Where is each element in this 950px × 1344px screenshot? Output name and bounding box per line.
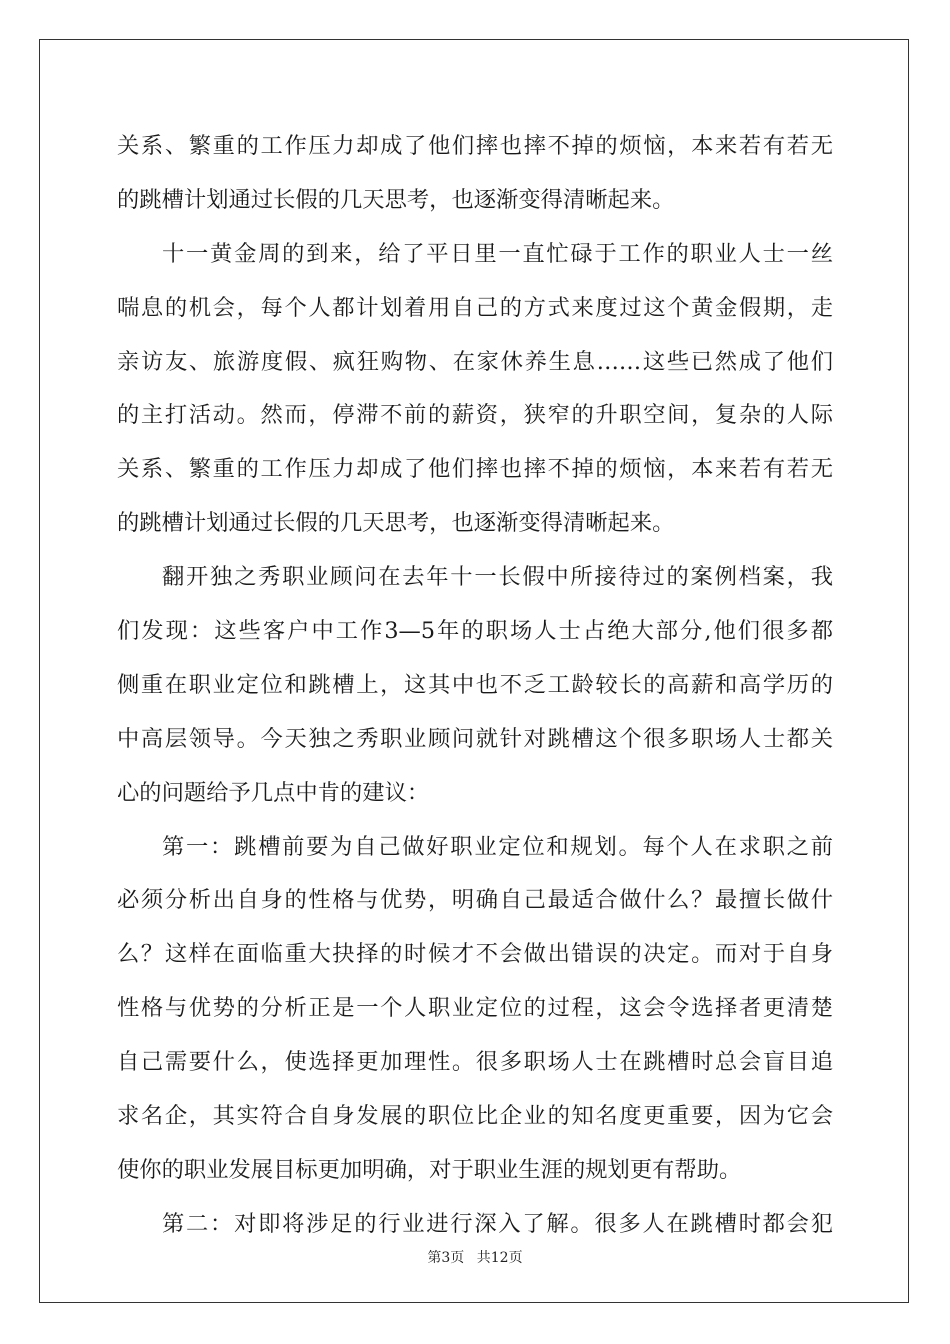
paragraph-start: 翻开独之秀职业顾问在去年十一长假中所接待过的案例档案，我 (162, 564, 833, 591)
paragraph-start: 第二：对即将涉足的行业进行深入了解。很多人在跳槽时都会犯 (162, 1210, 833, 1237)
text-line: 侧重在职业定位和跳槽上，这其中也不乏工龄较长的高薪和高学历的 (117, 671, 833, 698)
paragraph-start: 第一：跳槽前要为自己做好职业定位和规划。每个人在求职之前 (162, 833, 833, 860)
page-total: 共12页 (476, 1250, 523, 1266)
text-line: 关系、繁重的工作压力却成了他们摔也摔不掉的烦恼，本来若有若无 (117, 133, 833, 159)
text-line: 的跳槽计划通过长假的几天思考，也逐渐变得清晰起来。 (117, 510, 675, 537)
text-line: 们发现：这些客户中工作3—5年的职场人士占绝大部分,他们很多都 (117, 618, 833, 645)
text-line: 求名企，其实符合自身发展的职位比企业的知名度更重要，因为它会 (117, 1103, 833, 1130)
text-line: 么？这样在面临重大抉择的时候才不会做出错误的决定。而对于自身 (117, 941, 833, 968)
text-line: 亲访友、旅游度假、疯狂购物、在家休养生息……这些已然成了他们 (117, 348, 833, 375)
text-line: 的跳槽计划通过长假的几天思考，也逐渐变得清晰起来。 (117, 186, 675, 213)
text-line: 必须分析出自身的性格与优势，明确自己最适合做什么？最擅长做什 (117, 887, 833, 914)
text-line: 性格与优势的分析正是一个人职业定位的过程，这会令选择者更清楚 (117, 995, 833, 1022)
text-line: 的主打活动。然而，停滞不前的薪资，狭窄的升职空间，复杂的人际 (117, 402, 833, 429)
document-body (117, 120, 833, 1252)
text-line: 使你的职业发展目标更加明确，对于职业生涯的规划更有帮助。 (117, 1156, 742, 1183)
text-line: 喘息的机会，每个人都计划着用自己的方式来度过这个黄金假期，走 (117, 294, 833, 321)
paragraph-start: 十一黄金周的到来，给了平日里一直忙碌于工作的职业人士一丝 (162, 240, 833, 267)
page-number: 第3页 (427, 1250, 465, 1266)
page-footer (0, 1247, 950, 1267)
text-line: 心的问题给予几点中肯的建议： (117, 779, 430, 806)
text-line: 自己需要什么，使选择更加理性。很多职场人士在跳槽时总会盲目追 (117, 1049, 833, 1076)
text-line: 关系、繁重的工作压力却成了他们摔也摔不掉的烦恼，本来若有若无 (117, 456, 833, 483)
text-line: 中高层领导。今天独之秀职业顾问就针对跳槽这个很多职场人士都关 (117, 725, 833, 752)
